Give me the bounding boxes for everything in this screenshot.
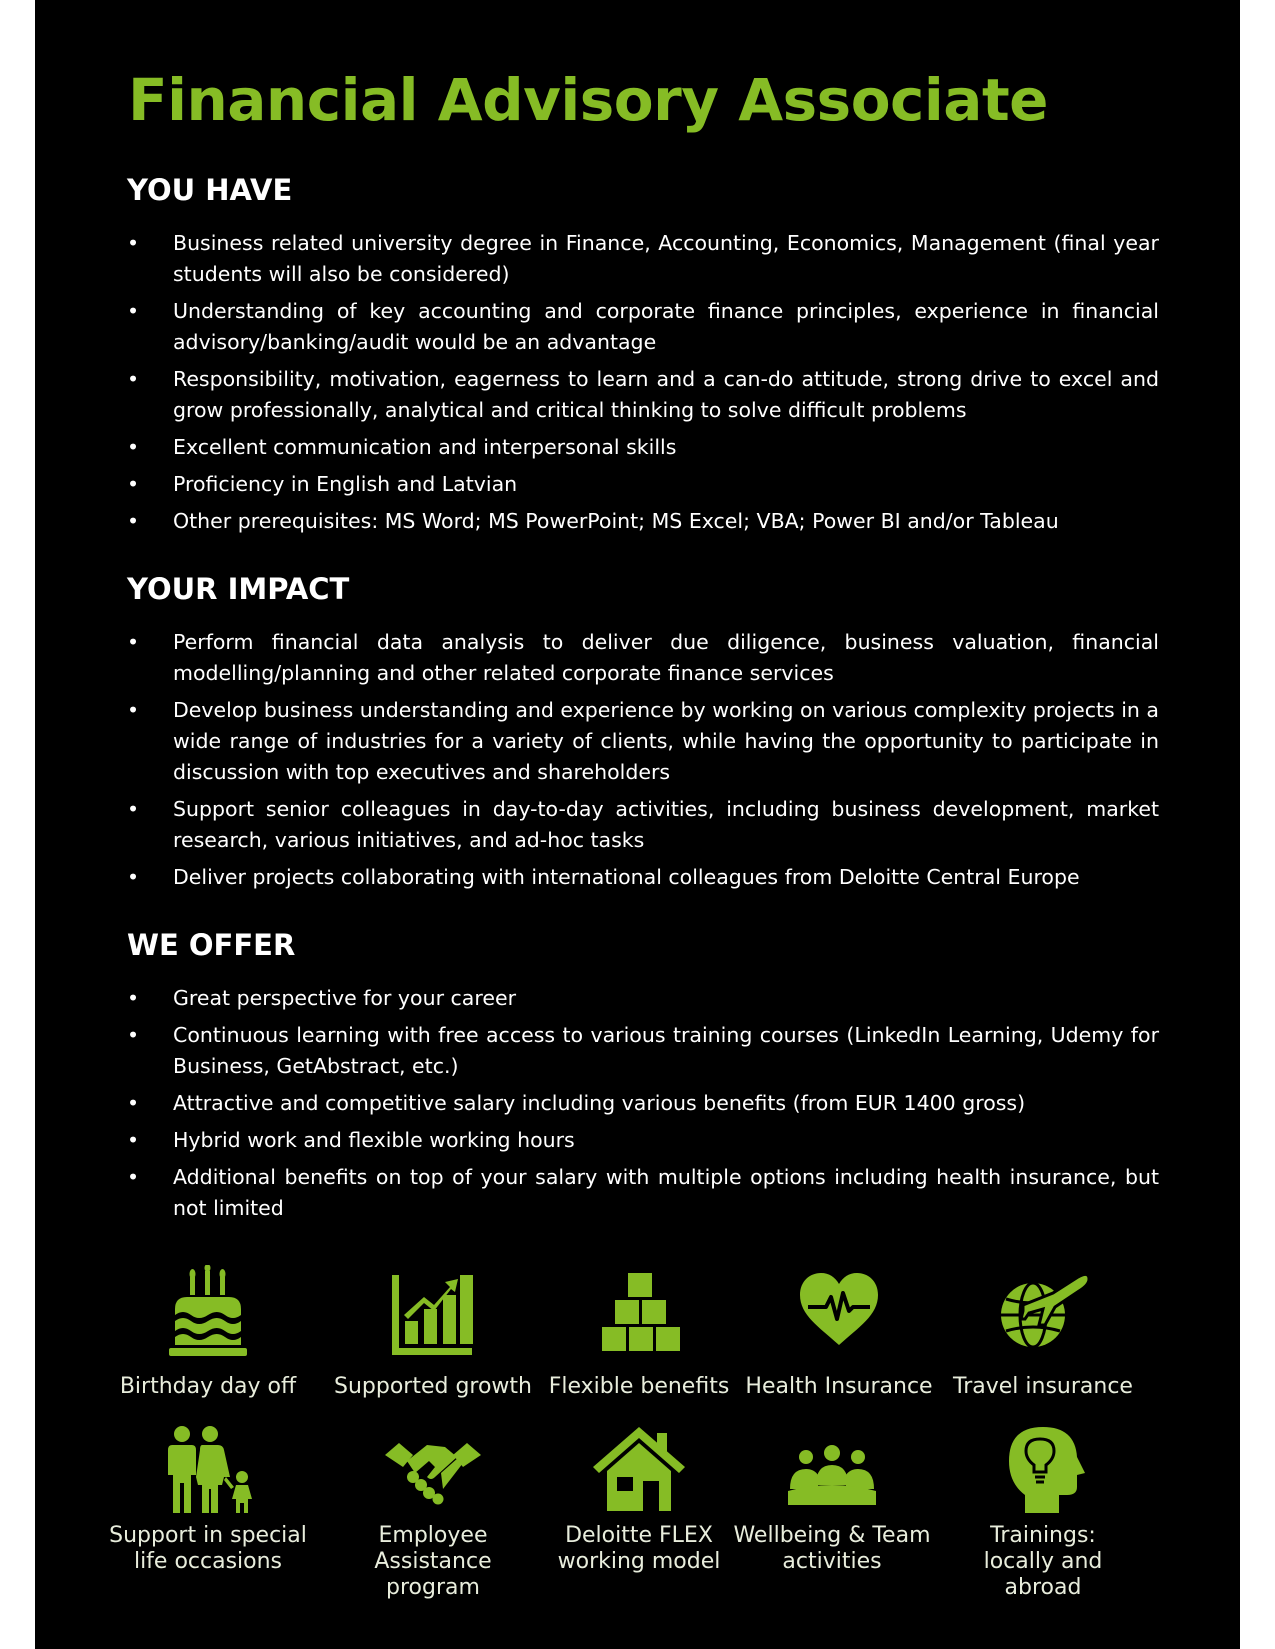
benefit-wellbeing	[732, 1425, 932, 1575]
requirements-list	[127, 228, 1159, 543]
benefit-trainings	[943, 1425, 1143, 1601]
head-lightbulb-icon	[993, 1425, 1093, 1515]
benefit-label: Deloitte FLEX working model	[557, 1523, 721, 1574]
stacked-boxes-icon	[594, 1265, 684, 1360]
section-heading-we-offer: WE OFFER	[127, 928, 296, 962]
job-posting-page	[35, 0, 1240, 1649]
list-item: • Proficiency in English and Latvian	[127, 469, 1159, 500]
team-icon	[782, 1425, 882, 1515]
benefit-label: Birthday day off	[119, 1374, 297, 1399]
benefit-label: Flexible benefits	[548, 1374, 730, 1399]
benefits-grid	[109, 1265, 1175, 1600]
list-item: • Continuous learning with free access to various training courses (LinkedIn Learning, Udemy for Business, GetAbstract, etc.)	[127, 1020, 1159, 1082]
benefit-label: Trainings: locally and abroad	[983, 1523, 1103, 1600]
page-title: Financial Advisory Associate	[128, 66, 1049, 134]
benefit-label: Wellbeing & Team activities	[733, 1523, 931, 1574]
offer-list	[127, 983, 1159, 1230]
list-item: • Excellent communication and interpersonal skills	[127, 432, 1159, 463]
benefit-label: Health Insurance	[745, 1374, 933, 1399]
list-item: • Attractive and competitive salary including various benefits (from EUR 1400 gross)	[127, 1088, 1159, 1119]
house-icon	[589, 1425, 689, 1515]
growth-chart-icon	[388, 1265, 478, 1360]
benefit-growth	[333, 1265, 533, 1400]
section-heading-you-have: YOU HAVE	[127, 173, 293, 207]
list-item: • Responsibility, motivation, eagerness to learn and a can-do attitude, strong drive to excel and grow professionally, analytical and critical thinking to solve difficult problems	[127, 364, 1159, 426]
birthday-cake-icon	[163, 1265, 253, 1360]
list-item: • Business related university degree in Finance, Accounting, Economics, Management (final year students will also be considered)	[127, 228, 1159, 290]
list-item: • Hybrid work and flexible working hours	[127, 1125, 1159, 1156]
section-heading-your-impact: YOUR IMPACT	[127, 572, 350, 606]
benefit-label: Employee Assistance program	[374, 1523, 492, 1600]
benefit-special-occasions	[108, 1425, 308, 1575]
impact-list	[127, 627, 1159, 899]
list-item: • Other prerequisites: MS Word; MS PowerPoint; MS Excel; VBA; Power BI and/or Tableau	[127, 506, 1159, 537]
benefit-label: Supported growth	[333, 1374, 532, 1399]
heartbeat-icon	[794, 1265, 884, 1360]
benefit-employee-assistance	[333, 1425, 533, 1601]
family-icon	[158, 1425, 258, 1515]
list-item: • Support senior colleagues in day-to-day activities, including business development, market research, various initiatives, and ad-hoc tasks	[127, 794, 1159, 856]
list-item: • Perform financial data analysis to deliver due diligence, business valuation, financial modelling/planning and other related corporate finance services	[127, 627, 1159, 689]
list-item: • Additional benefits on top of your salary with multiple options including health insurance, but not limited	[127, 1162, 1159, 1224]
list-item: • Understanding of key accounting and corporate finance principles, experience in financial advisory/banking/audit would be an advantage	[127, 296, 1159, 358]
benefit-birthday	[108, 1265, 308, 1400]
benefit-flex-model	[539, 1425, 739, 1575]
benefit-label: Support in special life occasions	[109, 1523, 307, 1574]
benefit-label: Travel insurance	[953, 1374, 1133, 1399]
benefit-travel	[943, 1265, 1143, 1400]
list-item: • Develop business understanding and experience by working on various complexity projects in a wide range of industries for a variety of clients, while having the opportunity to participate in discussion with top executives and shareholders	[127, 695, 1159, 788]
handshake-icon	[383, 1425, 483, 1515]
benefit-health	[739, 1265, 939, 1400]
globe-airplane-icon	[993, 1265, 1093, 1360]
list-item: • Great perspective for your career	[127, 983, 1159, 1014]
benefit-flexible	[539, 1265, 739, 1400]
list-item: • Deliver projects collaborating with international colleagues from Deloitte Central Europe	[127, 862, 1159, 893]
